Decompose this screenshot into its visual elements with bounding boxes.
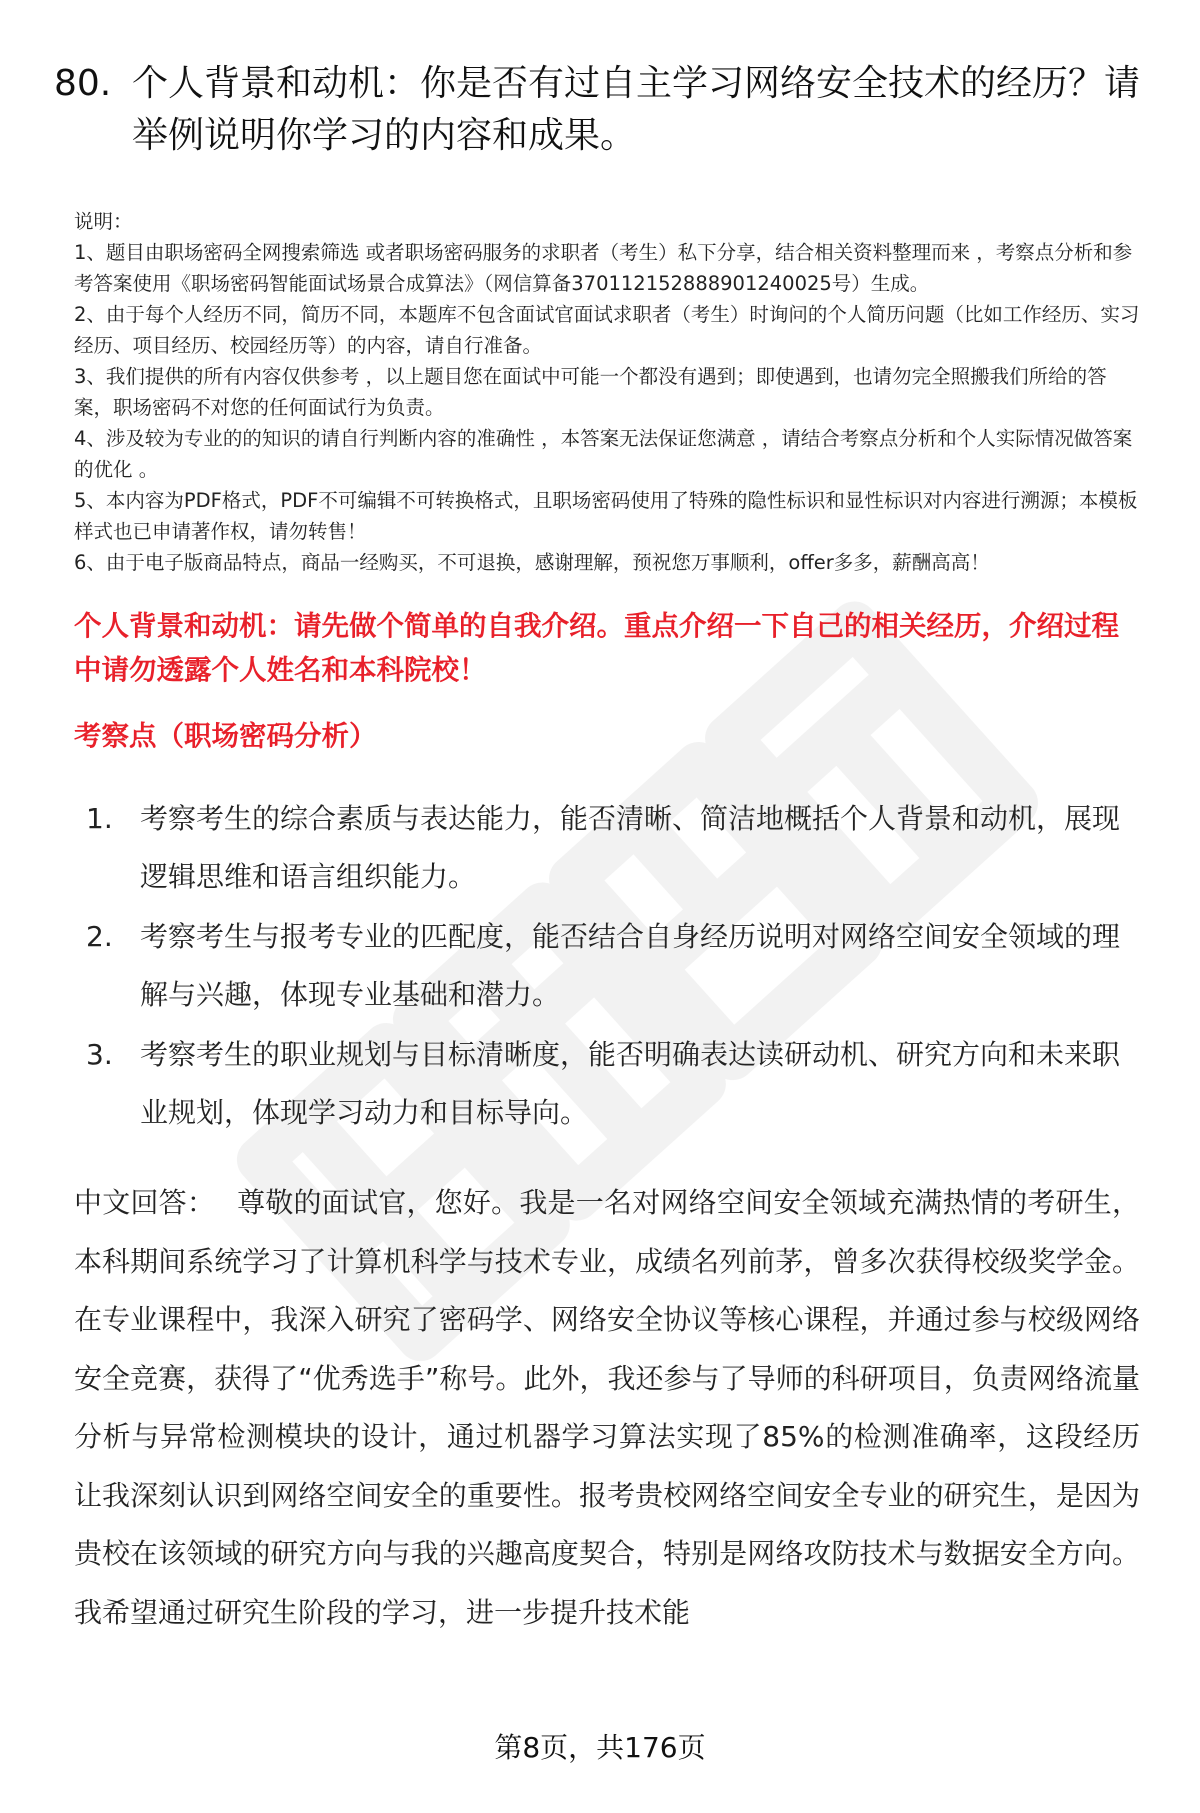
notes-block: [74, 206, 1140, 578]
note-item-6: 6、由于电子版商品特点，商品一经购买，不可退换，感谢理解，预祝您万事顺利，offer多多，薪酬高高！: [74, 551, 990, 574]
answer-text: 尊敬的面试官，您好。我是一名对网络空间安全领域充满热情的考研生，本科期间系统学习了计算机科学与技术专业，成绩名列前茅，曾多次获得校级奖学金。在专业课程中，我深入研究了密码学、网络安全协议等核心课程，并通过参与校级网络安全竞赛，获得了“优秀选手”称号。此外，我还参与了导师的科研项目，负责网络流量分析与异常检测模块的设计，通过机器学习算法实现了85%的检测准确率，这段经历让我深刻认识到网络空间安全的重要性。报考贵校网络空间安全专业的研究生，是因为贵校在该领域的研究方向与我的兴趣高度契合，特别是网络攻防技术与数据安全方向。我希望通过研究生阶段的学习，进一步提升技术能: [74, 1186, 1140, 1629]
page-number: 第8页，共176页: [494, 1731, 706, 1764]
analysis-title: 考察点（职场密码分析）: [74, 720, 377, 752]
question-text: 个人背景和动机：你是否有过自主学习网络安全技术的经历？请举例说明你学习的内容和成果。: [132, 63, 1141, 156]
note-item-2: 2、由于每个人经历不同，简历不同，本题库不包含面试官面试求职者（考生）时询问的个人简历问题（比如工作经历、实习经历、项目经历、校园经历等）的内容，请自行准备。: [74, 303, 1140, 357]
point-text: 考察考生与报考专业的匹配度，能否结合自身经历说明对网络空间安全领域的理解与兴趣，体现专业基础和潜力。: [140, 920, 1121, 1011]
analysis-points: [74, 790, 1140, 1142]
analysis-point: [74, 1026, 1140, 1142]
answer-block: [74, 1174, 1140, 1642]
analysis-point: [74, 790, 1140, 906]
point-number: 3.: [86, 1038, 113, 1071]
point-number: 1.: [86, 802, 113, 835]
analysis-point: [74, 908, 1140, 1024]
question-heading: [54, 58, 1141, 162]
point-number: 2.: [86, 920, 113, 953]
note-item-4: 4、涉及较为专业的的知识的请自行判断内容的准确性 ，本答案无法保证您满意 ，请结合考察点分析和个人实际情况做答案的优化 。: [74, 427, 1133, 481]
note-item-5: 5、本内容为PDF格式，PDF不可编辑不可转换格式，且职场密码使用了特殊的隐性标识和显性标识对内容进行溯源；本模板样式也已申请著作权，请勿转售！: [74, 489, 1138, 543]
notes-heading: 说明：: [74, 210, 133, 233]
answer-label: 中文回答：: [74, 1186, 216, 1219]
question-number: 80.: [54, 63, 112, 104]
interview-prompt: 个人背景和动机：请先做个简单的自我介绍。重点介绍一下自己的相关经历，介绍过程中请勿透露个人姓名和本科院校！: [74, 610, 1119, 686]
point-text: 考察考生的综合素质与表达能力，能否清晰、简洁地概括个人背景和动机，展现逻辑思维和语言组织能力。: [140, 802, 1121, 893]
note-item-1: 1、题目由职场密码全网搜索筛选 或者职场密码服务的求职者（考生）私下分享，结合相关资料整理而来 ，考察点分析和参考答案使用《职场密码智能面试场景合成算法》（网信算备370112152888901240025号）生成。: [74, 241, 1133, 295]
document-page: [0, 58, 1200, 1813]
note-item-3: 3、我们提供的所有内容仅供参考 ，以上题目您在面试中可能一个都没有遇到；即使遇到，也请勿完全照搬我们所给的答案，职场密码不对您的任何面试行为负责。: [74, 365, 1107, 419]
page-content: [54, 58, 1141, 1642]
point-text: 考察考生的职业规划与目标清晰度，能否明确表达读研动机、研究方向和未来职业规划，体现学习动力和目标导向。: [140, 1038, 1121, 1129]
